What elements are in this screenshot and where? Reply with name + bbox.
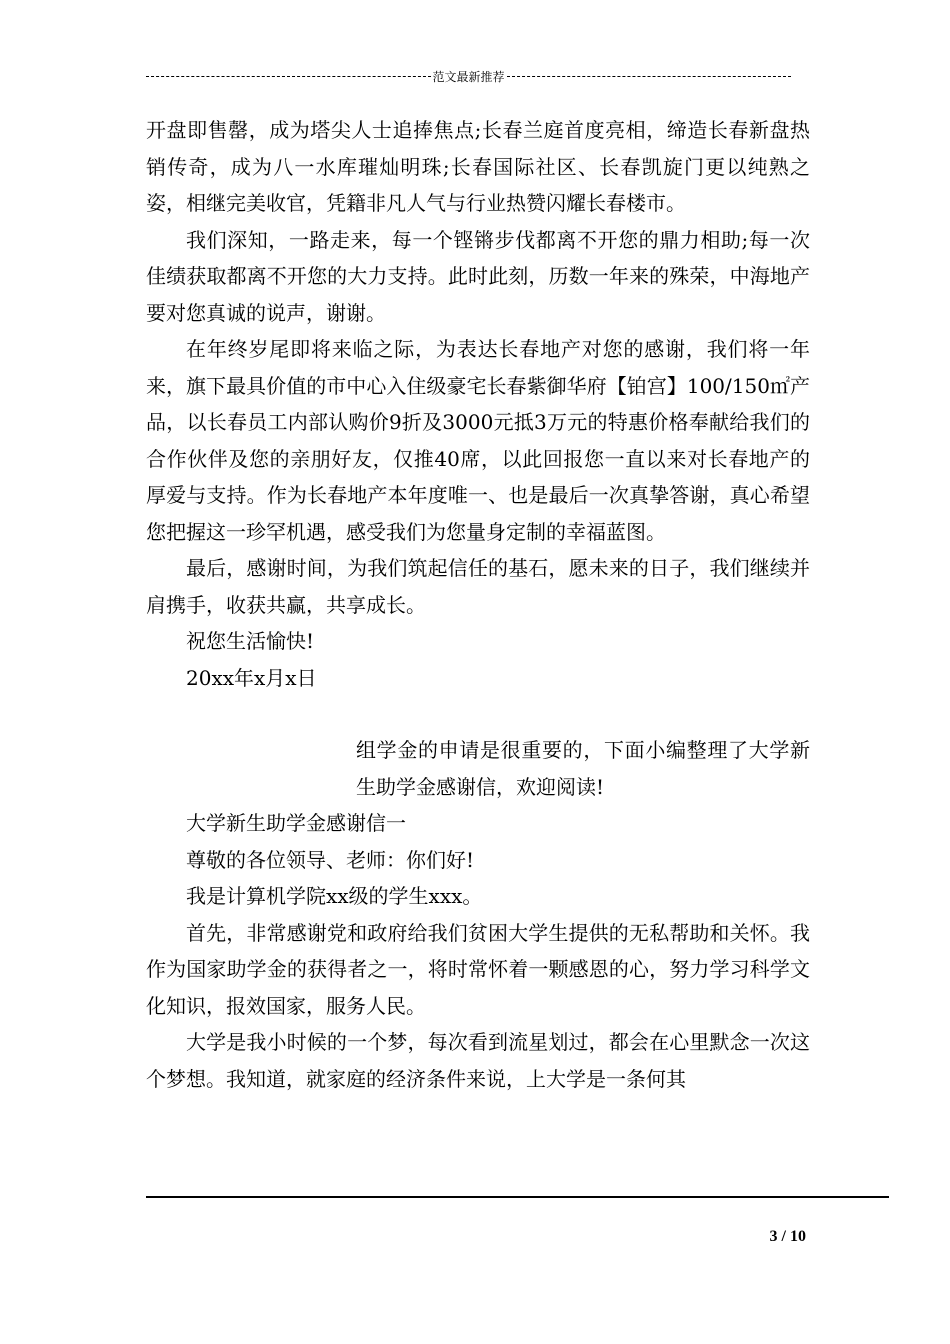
paragraph: 在年终岁尾即将来临之际，为表达长春地产对您的感谢，我们将一年来，旗下最具价值的市中心入住级豪宅长春紫御华府【铂宫】100/150㎡产品，以长春员工内部认购价9折及3000元抵3万元的特惠价格奉献给我们的合作伙伴及您的亲朋好友，仅推40席，以此回报您一直以来对长春地产的厚爱与支持。作为长春地产本年度唯一、也是最后一次真挚答谢，真心希望您把握这一珍罕机遇，感受我们为您量身定制的幸福蓝图。 [146, 337, 810, 544]
salutation: 尊敬的各位领导、老师：你们好! [186, 847, 475, 872]
closing-greeting: 祝您生活愉快! [186, 629, 315, 653]
footer-rule [146, 1196, 889, 1198]
paragraph: 大学是我小时候的一个梦，每次看到流星划过，都会在心里默念一次这个梦想。我知道，就家庭的经济条件来说，上大学是一条何其 [146, 1030, 810, 1091]
intro-paragraph: 组学金的申请是很重要的，下面小编整理了大学新生助学金感谢信，欢迎阅读! [356, 738, 810, 799]
document-body [146, 112, 810, 1097]
blank-line [146, 696, 810, 732]
section-title: 大学新生助学金感谢信一 [186, 811, 406, 835]
paragraph: 首先，非常感谢党和政府给我们贫困大学生提供的无私帮助和关怀。我作为国家助学金的获得者之一，将时常怀着一颗感恩的心，努力学习科学文化知识，报效国家，服务人民。 [146, 920, 810, 1018]
page-number: 3 / 10 [769, 1228, 806, 1245]
paragraph: 我是计算机学院xx级的学生xxx。 [186, 884, 483, 908]
paragraph: 我们深知，一路走来，每一个铿锵步伐都离不开您的鼎力相助;每一次佳绩获取都离不开您的大力支持。此时此刻，历数一年来的殊荣，中海地产要对您真诚的说声，谢谢。 [146, 227, 810, 325]
letter-date: 20xx年x月x日 [186, 665, 317, 690]
header-title: 范文最新推荐 [432, 69, 505, 84]
header-dash-left [146, 76, 431, 77]
page-header [146, 66, 791, 86]
paragraph-continuation: 开盘即售罄，成为塔尖人士追捧焦点;长春兰庭首度亮相，缔造长春新盘热销传奇，成为八一水库璀灿明珠;长春国际社区、长春凯旋门更以纯熟之姿，相继完美收官，凭籍非凡人气与行业热赞闪耀长春楼市。 [146, 118, 810, 215]
header-dash-right [507, 76, 792, 77]
paragraph: 最后，感谢时间，为我们筑起信任的基石，愿未来的日子，我们继续并肩携手，收获共赢，共享成长。 [146, 556, 810, 617]
